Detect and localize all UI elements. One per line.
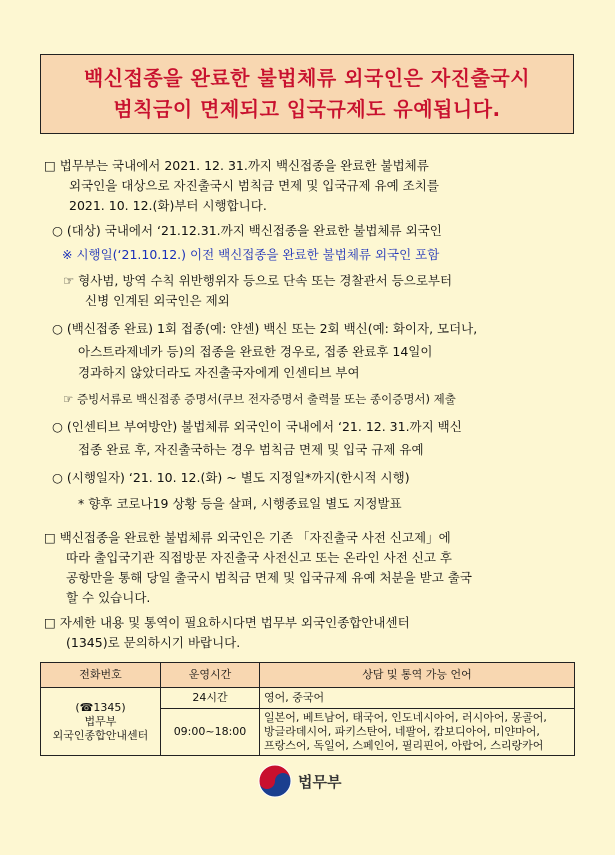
logo-text: 법무부 <box>298 772 342 791</box>
header-languages: 상담 및 통역 가능 언어 <box>260 663 575 688</box>
section1-line2: 외국인을 대상으로 자진출국시 범칙금 면제 및 입국규제 유예 조치를 <box>69 178 439 193</box>
section2-line3: 공항만을 통해 당일 출국시 범칙금 면제 및 입국규제 유예 처분을 받고 출국 <box>66 570 472 585</box>
vaccination-line2: 아스트라제네카 등)의 접종을 완료한 경우로, 접종 완료후 14일이 <box>78 344 433 359</box>
header-hours: 운영시간 <box>161 663 260 688</box>
hours-daytime: 09:00~18:00 <box>161 709 260 756</box>
table-row <box>41 688 575 709</box>
languages-line3: 프랑스어, 독일어, 스페인어, 필리핀어, 아랍어, 스리랑카어 <box>264 739 544 752</box>
taegeuk-emblem-icon <box>258 764 292 798</box>
title-line-1: 백신접종을 완료한 불법체류 외국인은 자진출국시 <box>83 66 531 90</box>
contact-table <box>40 662 575 756</box>
section1-line3: 2021. 10. 12.(화)부터 시행합니다. <box>69 198 267 213</box>
phone-cell <box>41 688 161 756</box>
vaccination-line1: ○ (백신접종 완료) 1회 접종(예: 얀센) 백신 또는 2회 백신(예: 화이자, 모더나, <box>52 321 478 336</box>
vaccination-line3: 경과하지 않았더라도 자진출국자에게 인센티브 부여 <box>78 365 360 380</box>
phone-number: (☎1345) <box>75 700 126 714</box>
section2-line4: 할 수 있습니다. <box>66 590 151 605</box>
target-note: ※ 시행일(‘21.10.12.) 이전 백신접종을 완료한 불법체류 외국인 포함 <box>62 247 440 262</box>
header-phone: 전화번호 <box>41 663 161 688</box>
hours-24: 24시간 <box>161 688 260 709</box>
period-note: * 향후 코로나19 상황 등을 살펴, 시행종료일 별도 지정발표 <box>78 496 402 511</box>
section2-line2: 따라 출입국기관 직접방문 자진출국 사전신고 또는 온라인 사전 신고 후 <box>66 550 452 565</box>
period-main: ○ (시행일자) ‘21. 10. 12.(화) ~ 별도 지정일*까지(한시적 시행) <box>52 470 410 485</box>
languages-line1: 일본어, 베트남어, 태국어, 인도네시아어, 러시아어, 몽골어, <box>264 711 547 724</box>
table-header-row <box>41 663 575 688</box>
org-name: 법무부 <box>84 714 117 728</box>
section3-line1: □ 자세한 내용 및 통역이 필요하시다면 법무부 외국인종합안내센터 <box>44 615 410 630</box>
vaccination-proof: ☞ 증빙서류로 백신접종 증명서(쿠브 전자증명서 출력물 또는 종이증명서) 제출 <box>63 392 456 406</box>
title-box <box>40 54 574 134</box>
section1-line1: □ 법무부는 국내에서 2021. 12. 31.까지 백신접종을 완료한 불법체류 <box>44 158 429 173</box>
section3-line2: (1345)로 문의하시기 바랍니다. <box>66 635 241 650</box>
incentive-line2: 접종 완료 후, 자진출국하는 경우 범칙금 면제 및 입국 규제 유예 <box>78 442 424 457</box>
title-line-2: 범칙금이 면제되고 입국규제도 유예됩니다. <box>113 97 501 121</box>
section2-line1: □ 백신접종을 완료한 불법체류 외국인은 기존 「자진출국 사전 신고제」에 <box>44 530 451 545</box>
target-exclude-line1: ☞ 형사범, 방역 수칙 위반행위자 등으로 단속 또는 경찰관서 등으로부터 <box>63 273 453 288</box>
languages-24: 영어, 중국어 <box>260 688 575 709</box>
languages-daytime <box>260 709 575 756</box>
target-exclude-line2: 신병 인계된 외국인은 제외 <box>85 293 230 308</box>
org-center: 외국인종합안내센터 <box>52 728 149 742</box>
languages-line2: 방글라데시어, 파키스탄어, 네팔어, 캄보디아어, 미얀마어, <box>264 725 540 738</box>
target-main: ○ (대상) 국내에서 ‘21.12.31.까지 백신접종을 완료한 불법체류 외국인 <box>52 223 442 238</box>
incentive-line1: ○ (인센티브 부여방안) 불법체류 외국인이 국내에서 ‘21. 12. 31.까지 백신 <box>52 419 462 434</box>
ministry-logo <box>258 764 341 798</box>
